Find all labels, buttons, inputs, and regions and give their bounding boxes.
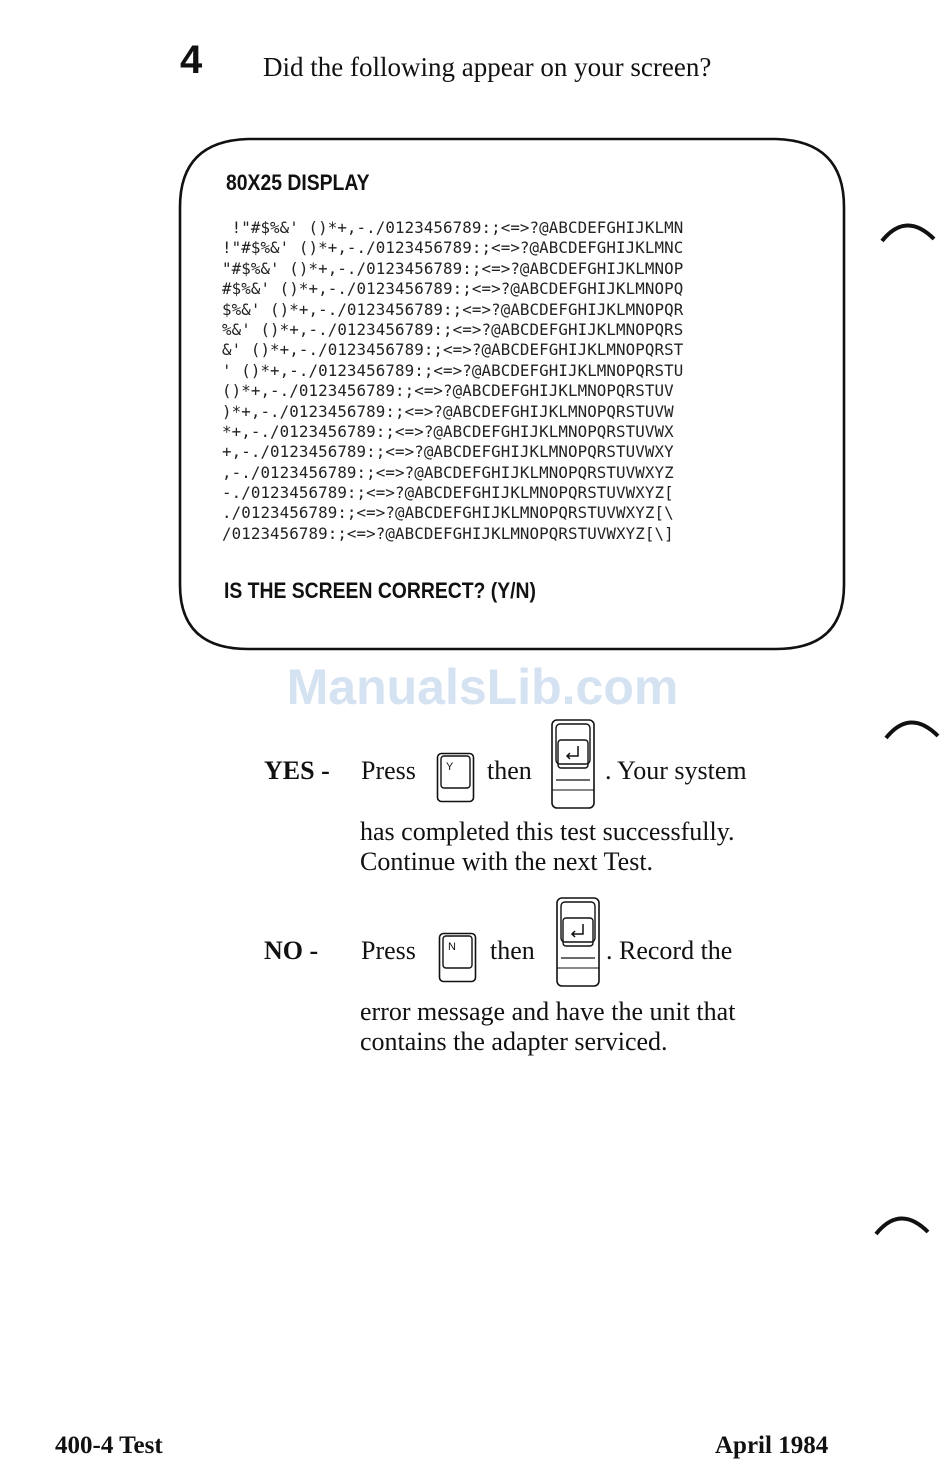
test-pattern-row: &' ()*+,-./0123456789:;<=>?@ABCDEFGHIJKLMNOPQRST [222,340,684,360]
test-pattern-row: $%&' ()*+,-./0123456789:;<=>?@ABCDEFGHIJKLMNOPQR [222,299,684,319]
y-key-letter: Y [446,761,454,773]
n-key-icon [438,932,478,989]
test-pattern-row: -./0123456789:;<=>?@ABCDEFGHIJKLMNOPQRSTUVWXYZ[ [222,483,674,503]
yes-after-text: . Your system [605,756,747,785]
test-pattern-row: )*+,-./0123456789:;<=>?@ABCDEFGHIJKLMNOPQRSTUVW [222,401,674,421]
test-pattern-row: !"#$%&' ()*+,-./0123456789:;<=>?@ABCDEFGHIJKLMNC [222,238,684,258]
binder-mark-3 [872,1208,932,1238]
test-pattern-row: ,-./0123456789:;<=>?@ABCDEFGHIJKLMNOPQRSTUVWXYZ [222,462,674,482]
test-pattern-row: ./0123456789:;<=>?@ABCDEFGHIJKLMNOPQRSTUVWXYZ[\ [222,503,674,523]
yes-then-text: then [487,756,532,785]
no-line2: error message and have the unit that [360,997,736,1026]
no-label: NO - [264,936,319,965]
binder-mark-2 [882,712,942,742]
character-test-pattern [222,218,790,544]
test-pattern-row: %&' ()*+,-./0123456789:;<=>?@ABCDEFGHIJKLMNOPQRS [222,319,684,339]
screen-prompt: IS THE SCREEN CORRECT? (Y/N) [224,578,536,603]
yes-line2: has completed this test successfully. [360,817,735,846]
watermark: ManualsLib.com [286,659,679,715]
y-key-icon [436,752,476,809]
binder-mark-1 [878,215,938,245]
test-pattern-row: !"#$%&' ()*+,-./0123456789:;<=>?@ABCDEFGHIJKLMN [222,218,684,237]
yes-label: YES - [264,756,330,785]
test-pattern-row: ' ()*+,-./0123456789:;<=>?@ABCDEFGHIJKLMNOPQRSTU [222,360,684,380]
footer-date: April 1984 [715,1432,829,1459]
yes-line3: Continue with the next Test. [360,847,654,876]
test-pattern-row: ()*+,-./0123456789:;<=>?@ABCDEFGHIJKLMNOPQRSTUV [222,381,674,401]
step-number: 4 [180,38,203,82]
test-pattern-row: #$%&' ()*+,-./0123456789:;<=>?@ABCDEFGHIJKLMNOPQ [222,279,684,299]
no-after-text: . Record the [606,936,733,965]
enter-key-icon [550,718,598,817]
no-line3: contains the adapter serviced. [360,1027,668,1056]
test-pattern-row: *+,-./0123456789:;<=>?@ABCDEFGHIJKLMNOPQRSTUVWX [222,421,674,441]
no-press-text: Press [361,936,416,965]
no-then-text: then [490,936,535,965]
yes-press-text: Press [361,756,416,785]
step-question: Did the following appear on your screen? [263,52,712,82]
n-key-letter: N [448,941,456,953]
test-pattern-row: /0123456789:;<=>?@ABCDEFGHIJKLMNOPQRSTUVWXYZ[\] [222,523,674,543]
test-pattern-row: "#$%&' ()*+,-./0123456789:;<=>?@ABCDEFGHIJKLMNOP [222,258,684,278]
screen-title: 80X25 DISPLAY [226,170,370,195]
enter-key-icon [555,896,603,995]
test-pattern-row: +,-./0123456789:;<=>?@ABCDEFGHIJKLMNOPQRSTUVWXY [222,442,674,462]
footer-page-id: 400-4 Test [55,1432,163,1459]
